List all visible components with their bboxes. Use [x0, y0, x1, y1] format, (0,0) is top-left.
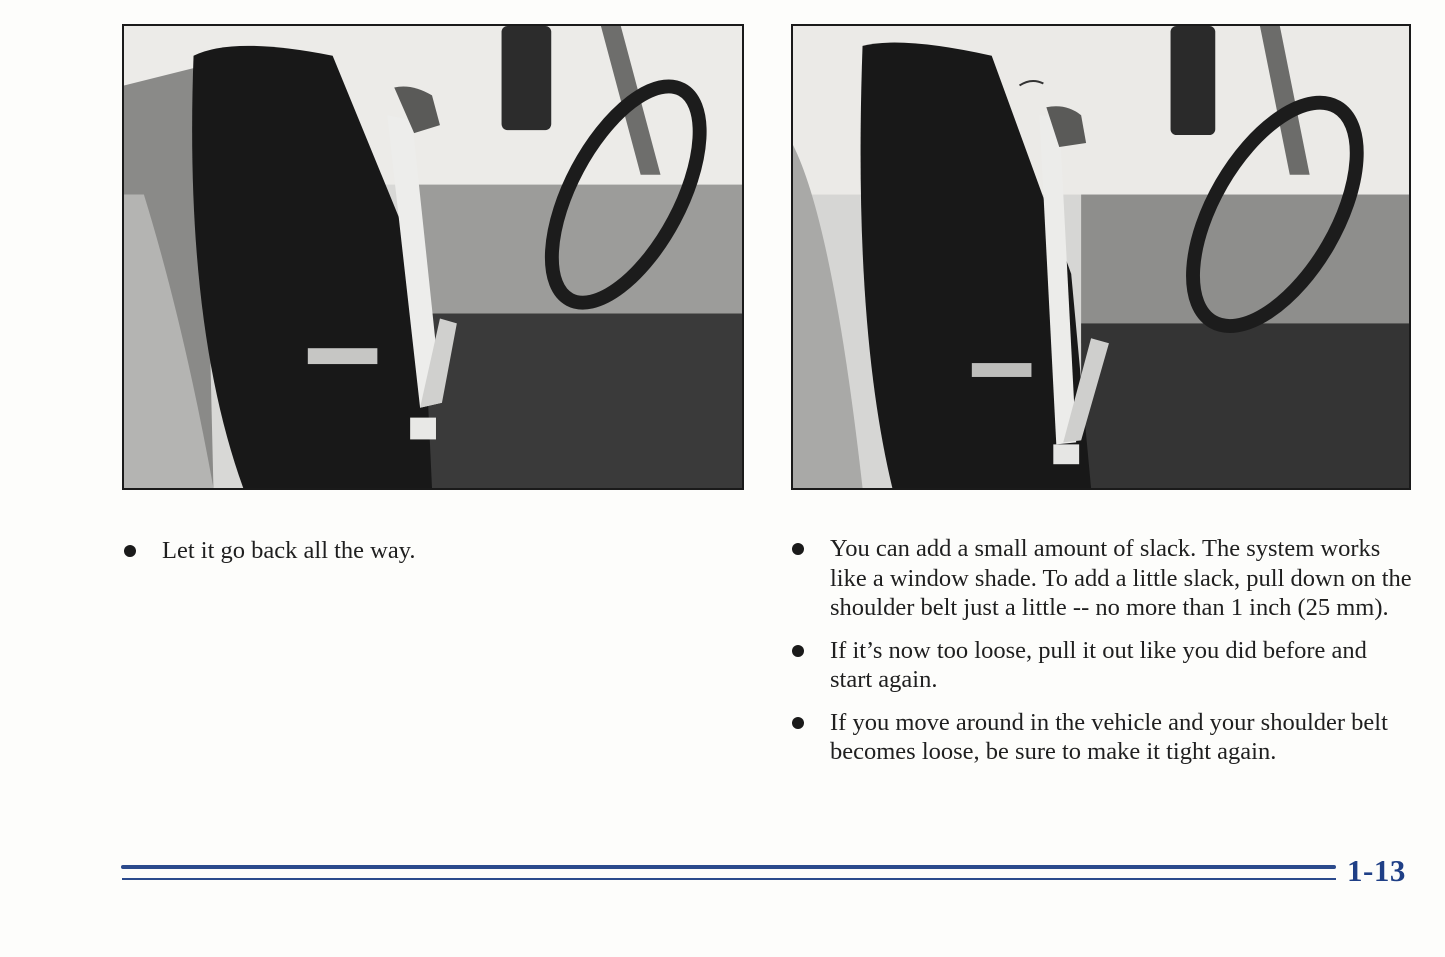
list-item: [790, 636, 1415, 695]
bullet-icon: [124, 545, 136, 557]
right-bullet-list: [790, 534, 1415, 780]
page-number: 1-13: [1347, 853, 1406, 888]
list-item: [790, 708, 1415, 767]
seatbelt-illustration-left: [124, 26, 742, 488]
figure-belt-retracting: [122, 24, 744, 490]
bullet-text: If you move around in the vehicle and your shoulder belt becomes loose, be sure to make it tight again.: [830, 708, 1388, 765]
figure-belt-adding-slack: [791, 24, 1411, 490]
left-bullet-list: [122, 536, 722, 579]
bullet-text: Let it go back all the way.: [162, 537, 416, 564]
seatbelt-illustration-right: [793, 26, 1409, 488]
list-item: [790, 534, 1415, 623]
bullet-text: If it’s now too loose, pull it out like you did before and start again.: [830, 636, 1367, 693]
footer-rule-thick: [121, 865, 1336, 869]
bullet-icon: [792, 543, 804, 555]
bullet-icon: [792, 717, 804, 729]
bullet-icon: [792, 645, 804, 657]
bullet-text: You can add a small amount of slack. The system works like a window shade. To add a little slack, pull down on the shoulder belt just a little -- no more than 1 inch (25 mm).: [830, 535, 1412, 621]
footer-rule-thin: [122, 878, 1336, 880]
list-item: [122, 536, 722, 566]
